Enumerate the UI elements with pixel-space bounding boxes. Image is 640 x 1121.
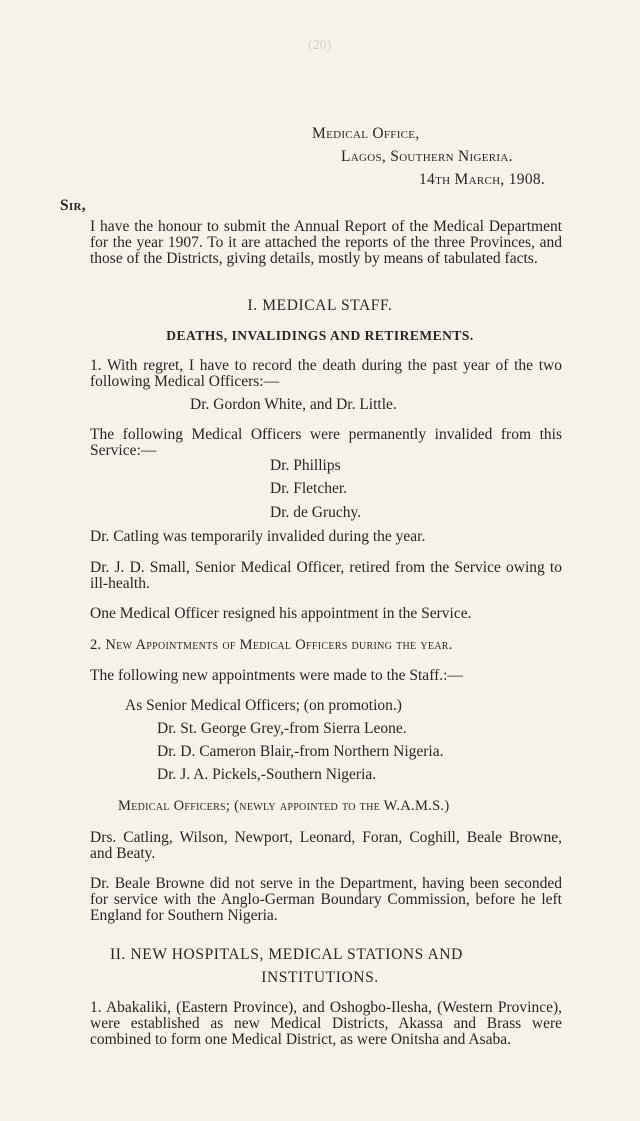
section-2-title-line-2: INSTITUTIONS. [261,969,379,986]
new-appointments-heading: 2. New Appointments of Medical Officers during the year. [90,637,453,653]
medical-officers-heading: Medical Officers; (newly appointed to the W.A.M.S.) [118,798,450,814]
resignation-paragraph: One Medical Officer resigned his appointment in the Service. [90,605,472,622]
new-districts-paragraph: 1. Abakaliki, (Eastern Province), and Oshogbo-Ilesha, (Western Province), were established as new Medical Districts, Akassa and Brass were combined to form one Medical District, as were Onitsha and Asaba. [90,999,562,1048]
section-1-title: I. MEDICAL STAFF. [247,297,393,314]
address-line-1: Medical Office, [312,125,420,142]
address-date: 14th March, 1908. [419,171,546,188]
new-appointments-paragraph: The following new appointments were made to the Staff.:— [90,667,463,684]
deceased-names: Dr. Gordon White, and Dr. Little. [190,396,397,413]
address-line-2: Lagos, Southern Nigeria. [341,148,513,165]
senior-officer-entry: Dr. St. George Grey,-from Sierra Leone. [157,720,407,737]
invalided-paragraph: The following Medical Officers were permanently invalided from this Service:— [90,426,562,459]
senior-officer-entry: Dr. D. Cameron Blair,-from Northern Nigeria. [157,743,444,760]
senior-officer-entry: Dr. J. A. Pickels,-Southern Nigeria. [157,766,377,783]
invalided-name: Dr. Phillips [270,457,341,474]
page-number: (20) [308,38,332,53]
invalided-name: Dr. de Gruchy. [270,504,362,521]
new-officers-paragraph: Drs. Catling, Wilson, Newport, Leonard, Foran, Coghill, Beale Browne, and Beaty. [90,829,562,862]
invalided-name: Dr. Fletcher. [270,480,348,497]
retirement-paragraph: Dr. J. D. Small, Senior Medical Officer, retired from the Service owing to ill-health. [90,559,562,592]
temporary-invalided-paragraph: Dr. Catling was temporarily invalided during the year. [90,528,426,545]
salutation: Sir, [60,197,86,214]
intro-paragraph: I have the honour to submit the Annual Report of the Medical Department for the year 1907. To it are attached the reports of the three Provinces, and those of the Districts, giving details, mostly by means of tabulated facts. [90,218,562,267]
section-2-title-line-1: II. NEW HOSPITALS, MEDICAL STATIONS AND [110,946,463,963]
deaths-paragraph: 1. With regret, I have to record the death during the past year of the two following Medical Officers:— [90,357,562,390]
senior-officers-heading: As Senior Medical Officers; (on promotion.) [125,697,402,714]
secondment-paragraph: Dr. Beale Browne did not serve in the Department, having been seconded for service with the Anglo-German Boundary Commission, before he left England for Southern Nigeria. [90,875,562,924]
section-1-subtitle: DEATHS, INVALIDINGS AND RETIREMENTS. [166,328,474,343]
